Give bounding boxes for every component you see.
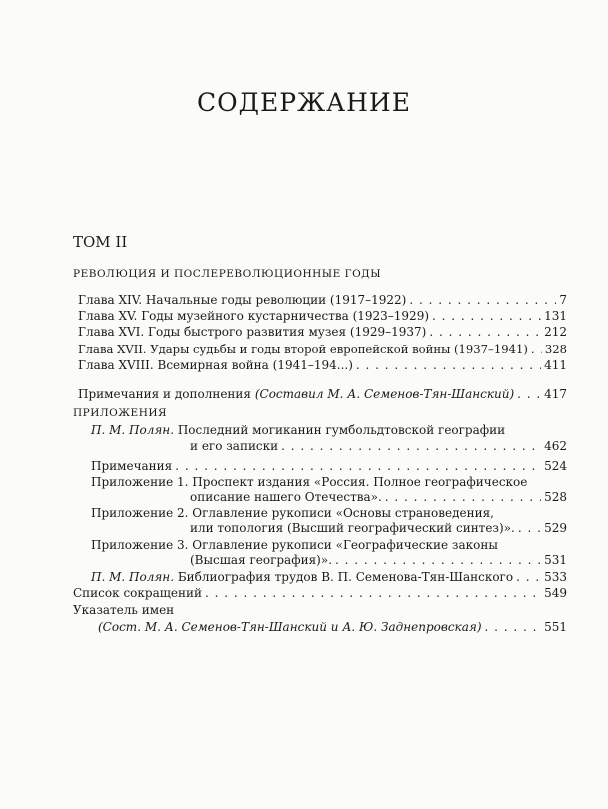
leader-dots (356, 358, 541, 372)
toc-entry-appendix2[interactable] (190, 521, 567, 535)
toc-entry-text: Последний могиканин гумбольдтовской географии (177, 423, 506, 437)
toc-entry-text: и его записки (190, 439, 279, 453)
leader-dots (205, 586, 541, 600)
toc-entry-abbreviations[interactable] (73, 586, 567, 600)
toc-entry-bibliography[interactable] (91, 570, 567, 584)
notes-compiler: (Составил М. А. Семенов-Тян-Шанский) (254, 387, 515, 401)
toc-entry-page: 533 (544, 570, 567, 584)
leader-dots (432, 309, 541, 323)
leader-dots (516, 570, 541, 584)
toc-entry-page: 551 (544, 620, 567, 634)
toc-entry-page: 549 (544, 586, 567, 600)
leader-dots (281, 439, 541, 453)
toc-entry-text: Глава XVII. Удары судьбы и годы второй европейской войны (1937–1941) (78, 342, 528, 356)
leader-dots (409, 293, 556, 307)
section-heading-revolution: РЕВОЛЮЦИЯ И ПОСЛЕРЕВОЛЮЦИОННЫЕ ГОДЫ (73, 268, 382, 280)
toc-entry-chapter-16[interactable] (78, 325, 567, 339)
leader-dots (485, 620, 542, 634)
toc-entry-appendix-notes[interactable] (91, 459, 567, 473)
toc-entry-page: 529 (544, 521, 567, 535)
leader-dots (385, 490, 541, 504)
toc-entry-text: описание нашего Отечества». (190, 490, 382, 504)
toc-entry-chapter-18[interactable] (78, 358, 567, 372)
toc-entry-text: или топология (Высший географический синтез)». (190, 521, 515, 535)
toc-entry-page: 212 (544, 325, 567, 339)
toc-entry-polyan-line1[interactable] (91, 423, 505, 437)
toc-entry-page: 131 (544, 309, 567, 323)
toc-entry-chapter-14[interactable] (78, 293, 567, 307)
volume-heading: ТОМ II (73, 233, 128, 251)
page-title: СОДЕРЖАНИЕ (197, 88, 411, 117)
toc-entry-appendix1[interactable] (190, 490, 567, 504)
toc-entry-appendix2-line1[interactable]: Приложение 2. Оглавление рукописи «Основы страноведения, (91, 506, 494, 520)
toc-entry-text: Глава XVIII. Всемирная война (1941–194...) (78, 358, 353, 372)
toc-entry-text: Примечания и дополнения (Составил М. А. Семенов-Тян-Шанский) (78, 387, 515, 401)
toc-entry-text: (Высшая география)». (190, 553, 333, 567)
toc-entry-text: Глава XV. Годы музейного кустарничества (1923–1929) (78, 309, 430, 323)
leader-dots (335, 553, 541, 567)
toc-entry-appendix1-line1[interactable]: Приложение 1. Проспект издания «Россия. Полное географическое (91, 475, 528, 489)
toc-entry-text: Глава XIV. Начальные годы революции (1917–1922) (78, 293, 407, 307)
toc-entry-page: 7 (559, 293, 567, 307)
toc-entry-page: 411 (544, 358, 567, 372)
toc-entry-chapter-15[interactable] (78, 309, 567, 323)
toc-entry-page: 462 (544, 439, 567, 453)
toc-entry-polyan[interactable] (190, 439, 567, 453)
section-heading-appendices: ПРИЛОЖЕНИЯ (73, 407, 168, 419)
toc-entry-text: П. М. Полян. Библиография трудов В. П. Семенова-Тян-Шанского (91, 570, 514, 584)
toc-entry-text: Список сокращений (73, 586, 202, 600)
leader-dots (531, 342, 542, 356)
author-name: П. М. Полян. (91, 423, 175, 437)
toc-entry-appendix3-line1[interactable]: Приложение 3. Оглавление рукописи «Географические законы (91, 538, 498, 552)
toc-entry-page: 531 (544, 553, 567, 567)
toc-entry-notes[interactable] (78, 387, 567, 401)
toc-entry-chapter-17[interactable] (78, 342, 567, 356)
toc-entry-page: 328 (544, 342, 567, 356)
toc-entry-index[interactable] (98, 620, 567, 634)
toc-entry-page: 417 (544, 387, 567, 401)
leader-dots (175, 459, 541, 473)
leader-dots (429, 325, 541, 339)
toc-entry-index-line1[interactable]: Указатель имен (73, 603, 175, 617)
toc-entry-page: 524 (544, 459, 567, 473)
toc-entry-text: Примечания (91, 459, 173, 473)
leader-dots (517, 387, 541, 401)
toc-entry-text: Глава XVI. Годы быстрого развития музея (1929–1937) (78, 325, 427, 339)
toc-entry-appendix3[interactable] (190, 553, 567, 567)
author-name: П. М. Полян. (91, 570, 175, 584)
toc-entry-page: 528 (544, 490, 567, 504)
toc-entry-text: (Сост. М. А. Семенов-Тян-Шанский и А. Ю. Заднепровская) (98, 620, 482, 634)
leader-dots (518, 521, 541, 535)
